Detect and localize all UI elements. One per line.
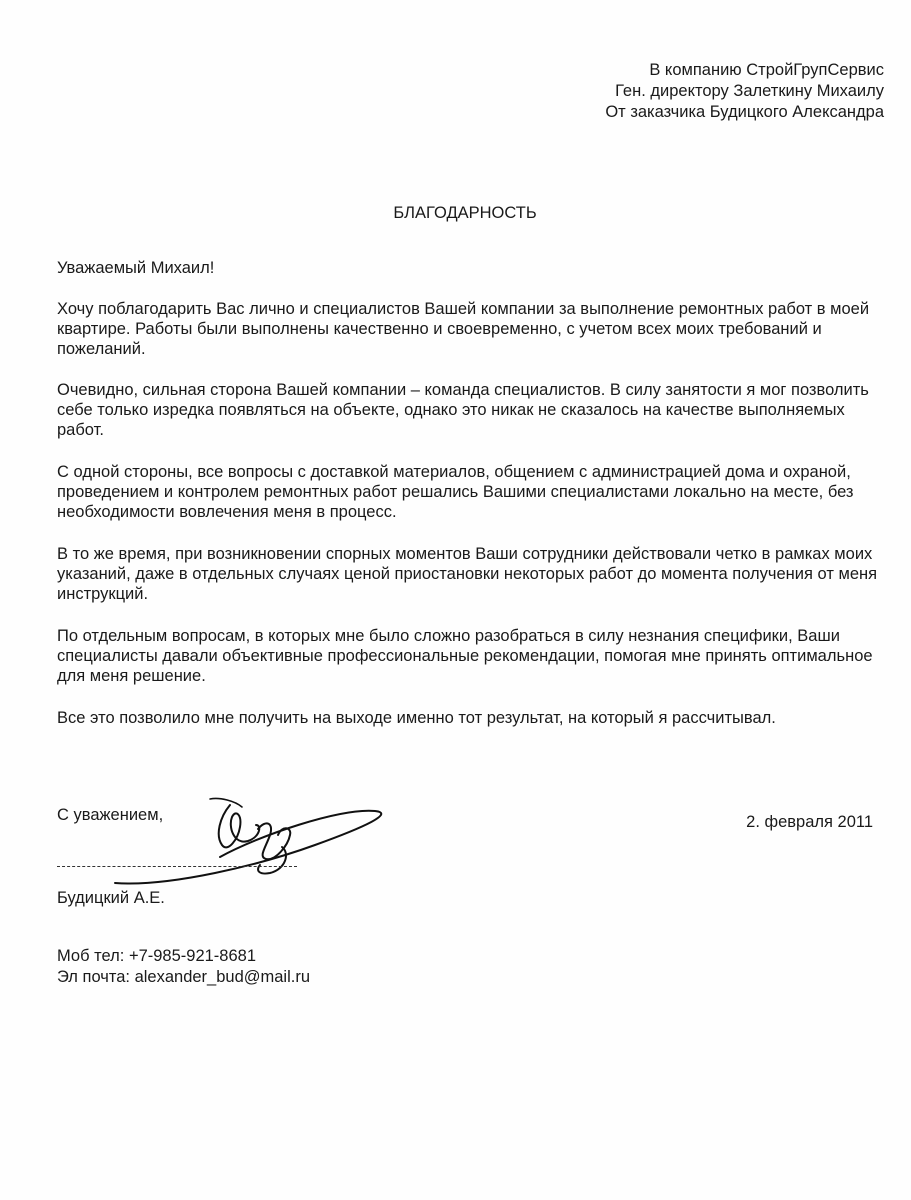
letter-title: БЛАГОДАРНОСТЬ (393, 204, 537, 222)
handwritten-signature (110, 795, 400, 890)
closing-phrase: С уважением, (57, 806, 164, 824)
letter-date: 2. февраля 2011 (746, 813, 873, 831)
addressee-company: В компанию СтройГрупСервис (649, 61, 884, 79)
contact-email: Эл почта: alexander_bud@mail.ru (57, 968, 311, 986)
addressee-director: Ген. директору Залеткину Михаилу (615, 82, 884, 100)
paragraph-5: По отдельным вопросам, в которых мне было сложно разобраться в силу незнания специфики, Ваши специалисты давали объективные профессиональные рекомендации, помогая мне принять оптимальное для меня решение. (57, 627, 873, 685)
addressee-block (605, 60, 884, 123)
signature-line (57, 866, 297, 867)
signer-name: Будицкий А.Е. (57, 889, 165, 907)
contact-phone: Моб тел: +7-985-921-8681 (57, 947, 256, 965)
paragraph-6: Все это позволило мне получить на выходе именно тот результат, на который я рассчитывал. (57, 709, 776, 727)
contacts-block (57, 946, 310, 988)
paragraph-4: В то же время, при возникновении спорных моментов Ваши сотрудники действовали четко в рамках моих указаний, даже в отдельных случаях ценой приостановки некоторых работ до момента получения от меня инструкций. (57, 545, 878, 603)
paragraph-1: Хочу поблагодарить Вас лично и специалистов Вашей компании за выполнение ремонтных работ в моей квартире. Работы были выполнены качественно и своевременно, с учетом всех моих требований и пожеланий. (57, 300, 870, 358)
paragraph-2: Очевидно, сильная сторона Вашей компании – команда специалистов. В силу занятости я мог позволить себе только изредка появляться на объекте, однако это никак не сказалось на качестве выполняемых работ. (57, 381, 869, 439)
salutation: Уважаемый Михаил! (57, 259, 215, 277)
addressee-sender: От заказчика Будицкого Александра (605, 103, 884, 121)
paragraph-3: С одной стороны, все вопросы с доставкой материалов, общением с администрацией дома и охраной, проведением и контролем ремонтных работ решались Вашими специалистами локально на месте, без необходимости вовлечения меня в процесс. (57, 463, 854, 521)
